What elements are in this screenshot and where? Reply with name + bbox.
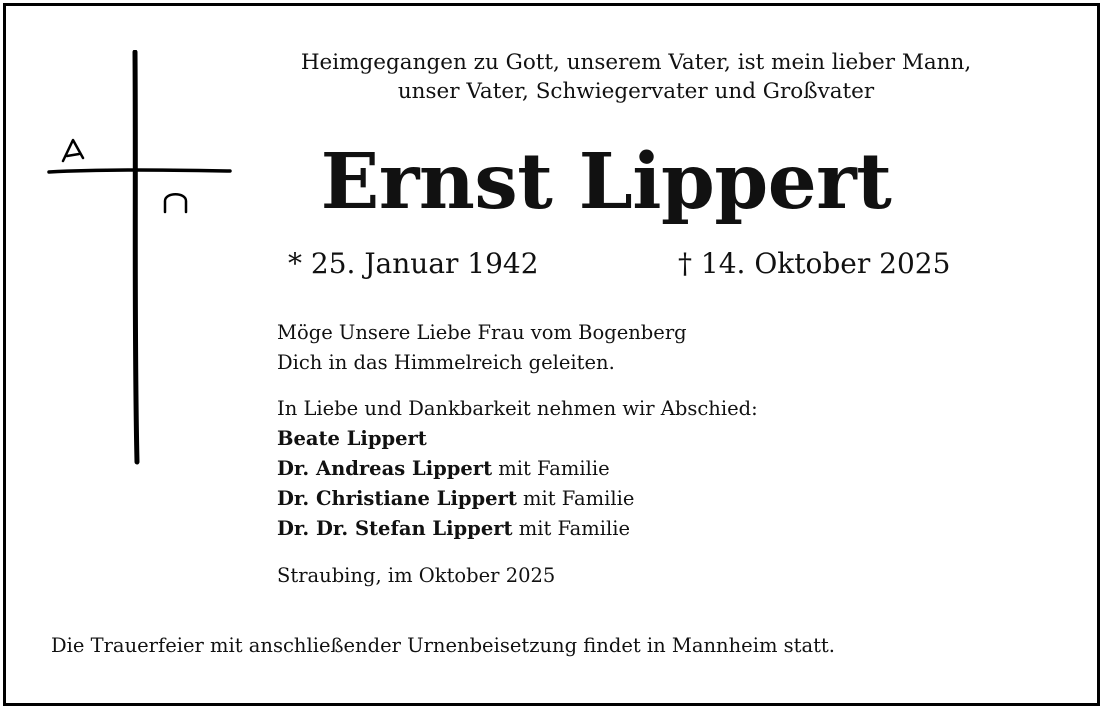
obituary-notice [3,3,1100,706]
intro-line-2: unser Vater, Schwiegervater und Großvater [397,79,875,104]
deceased-name: Ernst Lippert [320,137,892,227]
mourners-list [277,394,758,544]
cross-vertical-bar [135,52,137,462]
death-date: † 14. Oktober 2025 [678,247,951,280]
mourner-entry [277,454,758,484]
mourner-entry [277,424,758,454]
place-and-date: Straubing, im Oktober 2025 [277,564,556,587]
verse [277,318,687,378]
mourners-heading: In Liebe und Dankbarkeit nehmen wir Abschied: [277,397,758,420]
verse-line-2: Dich in das Himmelreich geleiten. [277,351,615,374]
mourner-name: Dr. Christiane Lippert [277,487,517,510]
alpha-symbol-icon [63,140,83,161]
cross-horizontal-bar [49,170,230,172]
verse-line-1: Möge Unsere Liebe Frau vom Bogenberg [277,321,687,344]
mourner-entry [277,514,758,544]
intro-text [266,48,1006,106]
mourner-name: Beate Lippert [277,427,427,450]
intro-line-1: Heimgegangen zu Gott, unserem Vater, ist mein lieber Mann, [300,50,972,75]
mourner-name: Dr. Dr. Stefan Lippert [277,517,513,540]
funeral-info: Die Trauerfeier mit anschließender Urnenbeisetzung findet in Mannheim statt. [51,634,835,657]
birth-date: * 25. Januar 1942 [288,247,539,280]
mourner-suffix: mit Familie [512,517,631,540]
mourner-suffix: mit Familie [516,487,635,510]
mourner-suffix: mit Familie [492,457,610,480]
mourner-name: Dr. Andreas Lippert [277,457,493,480]
omega-symbol-icon [165,194,186,212]
cross-with-alpha-omega-icon [46,50,236,470]
mourner-entry [277,484,758,514]
